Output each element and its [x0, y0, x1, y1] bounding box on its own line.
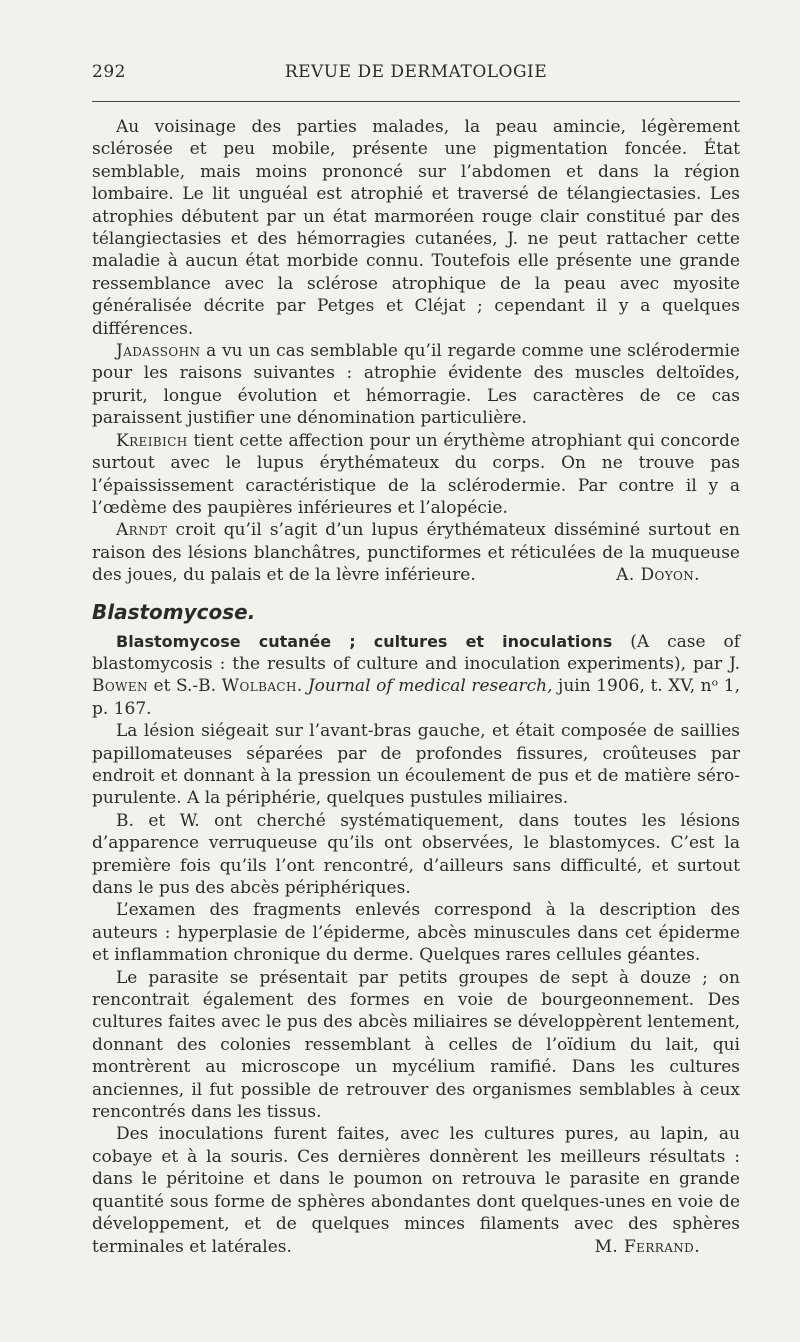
header-rule [92, 101, 740, 102]
paragraph-text: croit qu’il s’agit d’un lupus érythémateux disséminé surtout en raison des lésions blanchâtres, punctiformes et réticulées de la muqueuse des joues, du palais et de la lèvre inférieure. [92, 520, 740, 586]
reference-text: et S.-B. [147, 676, 222, 697]
reference-text: juin 1906, t. XV, nᵒ 1, p. 167. [92, 676, 740, 719]
article-reference [92, 631, 740, 721]
article-title: Blastomycose cutanée ; cultures et inoculations [116, 631, 613, 651]
paragraph-text: tient cette affection pour un érythème atrophiant qui concorde surtout avec le lupus érythémateux du corps. On ne trouve pas l’épaississement caractéristique de la sclérodermie. Par contre il y a l’œdème des paupières inférieures et l’alopécie. [92, 430, 740, 518]
paragraph [92, 340, 740, 430]
author-name: Kreibich [116, 430, 188, 451]
paragraph-text: a vu un cas semblable qu’il regarde comme une sclérodermie pour les raisons suivantes : atrophie évidente des muscles deltoïdes, prurit, longue évolution et hémorragie. Les caractères de ce cas paraissent justifier une dénomination particulière. [92, 341, 740, 429]
paragraph [92, 519, 740, 586]
author-name: Bowen [92, 676, 148, 697]
section-title: Blastomycose. [92, 599, 256, 624]
paragraph-text: Des inoculations furent faites, avec les cultures pures, au lapin, au cobaye et à la souris. Ces dernières donnèrent les meilleurs résultats : dans le péritoine et dans le poumon on retrouva le parasite en grande quantité sous forme de sphères abondantes dont quelques-unes en voie de développement, et de quelques minces filaments avec des sphères terminales et latérales. [92, 1124, 740, 1257]
author-name: Jadassohn [116, 341, 201, 362]
signature: A. Doyon. [616, 565, 700, 586]
journal-name: Journal of medical research, [307, 676, 553, 697]
page-header [92, 62, 740, 86]
reference-text: . [296, 676, 308, 697]
paragraph: La lésion siégeait sur l’avant-bras gauche, et était composée de saillies papillomateuses séparées par de profondes fissures, croûteuses par endroit et donnant à la pression un écoulement de pus et de matière séro-purulente. A la périphérie, quelques pustules miliaires. [92, 721, 740, 809]
paragraph: B. et W. ont cherché systématiquement, dans toutes les lésions d’apparence verruqueuse qu’ils ont observées, le blastomyces. C’est la première fois qu’ils l’ont rencontré, d’ailleurs sans difficulté, et surtout dans le pus des abcès périphériques. [92, 810, 740, 898]
reference-text: (A case of blastomycosis : the results of culture and inoculation experiments), par J. [92, 631, 740, 674]
article-body [92, 116, 740, 1258]
paragraph [92, 430, 740, 520]
author-name: Arndt [116, 520, 168, 541]
paragraph: L’examen des fragments enlevés correspond à la description des auteurs : hyperplasie de l’épiderme, abcès minuscules dans cet épiderme et inflammation chronique du derme. Quelques rares cellules géantes. [92, 900, 740, 966]
running-head: REVUE DE DERMATOLOGIE [284, 62, 548, 82]
page-number: 292 [92, 62, 126, 82]
signature: M. Ferrand. [594, 1236, 700, 1257]
paragraph: Au voisinage des parties malades, la peau amincie, légèrement sclérosée et peu mobile, présente une pigmentation foncée. État semblable, mais moins prononcé sur l’abdomen et dans la région lombaire. Le lit unguéal est atrophié et traversé de télangiectasies. Les atrophies débutent par un état marmoréen rouge clair constitué par des télangiectasies et des hémorragies cutanées, J. ne peut rattacher cette maladie à aucun état morbide connu. Toutefois elle présente une grande ressemblance avec la sclérose atrophique de la peau avec myosite généralisée décrite par Petges et Cléjat ; cependant il y a quelques différences. [92, 117, 740, 339]
author-name: Wolbach [221, 676, 297, 697]
paragraph: Le parasite se présentait par petits groupes de sept à douze ; on rencontrait également des formes en voie de bourgeonnement. Des cultures faites avec le pus des abcès miliaires se développèrent lentement, donnant des colonies ressemblant à celles de l’oïdium du lait, qui montrèrent au microscope un mycélium ramifié. Dans les cultures anciennes, il fut possible de retrouver des organismes semblables à ceux rencontrés dans les tissus. [92, 967, 740, 1123]
paragraph [92, 1123, 740, 1257]
